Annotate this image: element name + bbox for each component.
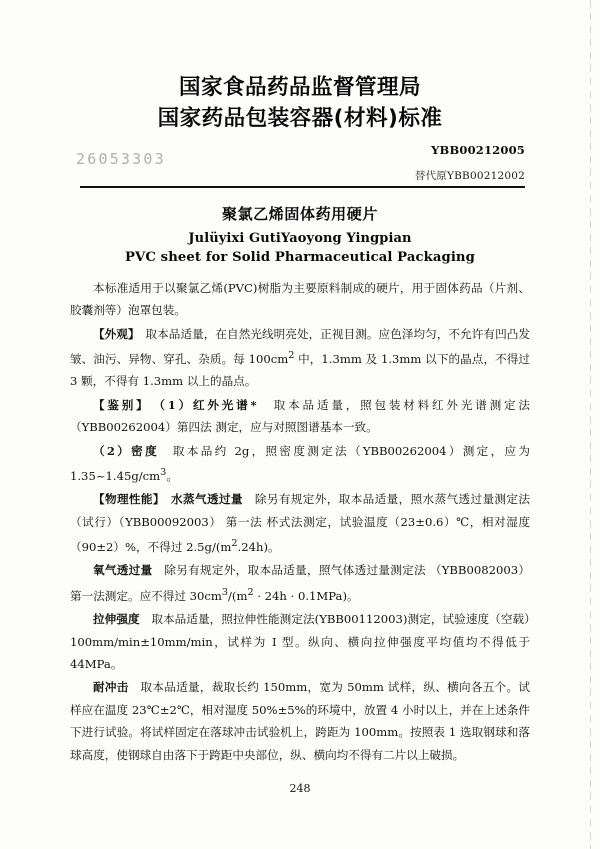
section-label-wvtr: 水蒸气透过量	[171, 492, 243, 507]
section-label-identification: 【鉴别】	[93, 397, 145, 412]
paragraph-water-vapor-transmission	[70, 488, 530, 558]
section-label-tensile: 拉伸强度	[93, 612, 140, 627]
standard-code-replaces: 替代原YBB00212002	[414, 170, 525, 182]
section-label-appearance: 【外观】	[93, 326, 134, 341]
stamp-number: 26053303	[76, 150, 166, 168]
header-divider	[80, 186, 525, 188]
title-english: PVC sheet for Solid Pharmaceutical Packaging	[125, 250, 475, 265]
section-label-otr: 氧气透过量	[93, 563, 153, 578]
masthead-line-authority: 国家食品药品监督管理局	[178, 75, 421, 100]
section-label-physical-properties: 【物理性能】	[93, 492, 160, 507]
masthead-line-standard: 国家药品包装容器(材料)标准	[157, 106, 443, 131]
paragraph-scope: 本标准适用于以聚氯乙烯(PVC)树脂为主要原料制成的硬片，用于固体药品（片剂、胶囊剂等）泡罩包装。	[70, 281, 530, 318]
standard-code-block	[415, 143, 525, 183]
paragraph-identification-density	[70, 440, 530, 488]
title-block	[0, 203, 600, 265]
section-label-impact: 耐冲击	[93, 680, 129, 695]
section-label-identification-item2: （2）密度	[93, 443, 159, 458]
title-pinyin: Julüyixi GutiYaoyong Yingpian	[188, 231, 412, 246]
page-number: 248	[289, 782, 311, 795]
document-body	[70, 277, 530, 766]
paragraph-appearance	[70, 323, 530, 393]
section-text-appearance: 取本品适量，在自然光线明亮处，正视目测。应色泽均匀，不允许有凹凸发皱、油污、异物、穿孔、杂质。每 $100cm^2$ 中，1.3mm 及 1.3mm 以下的晶点，不得过 3 颗，不得有 1.3mm 以上的晶点。	[70, 326, 530, 389]
section-text-identification-item1: 取本品适量，照包装材料红外光谱测定法（YBB00262004）第四法 测定，应与对照图谱基本一致。	[70, 397, 530, 435]
section-label-identification-item1: （1）红外光谱*	[159, 397, 257, 412]
page-title: 聚氯乙烯固体药用硬片	[221, 205, 378, 223]
section-text-impact: 取本品适量，裁取长约 150mm，宽为 50mm 试样，纵、横向各五个。试样应在温度 23℃±2℃，相对湿度 50%±5%的环境中，放置 4 小时以上，并在上述条件下进行试验。将试样固定在落球冲击试验机上，跨距为 100mm。按照表 1 选取钢球和落球高度，使钢球自由落下于跨距中央部位，纵、横向均不得有二片以上破损。	[70, 680, 530, 762]
standard-code: YBB00212005	[431, 143, 525, 157]
paragraph-tensile-strength	[70, 608, 530, 675]
paragraph-identification-infrared	[70, 394, 530, 439]
section-text-identification-item2: 取本品约 2g，照密度测定法（YBB00262004）测定，应为 $1.35\sim 1.45g/cm^3$。	[70, 443, 530, 483]
section-text-otr: 除另有规定外，取本品适量，照气体透过量测定法 （YBB0082003）第一法测定。应不得过 $30cm^3/(m^2 \cdot 24h \cdot 0.1MPa)$。	[70, 563, 530, 603]
section-text-wvtr: 除另有规定外，取本品适量，照水蒸气透过量测定法（试行）（YBB00092003） 第一法 杯式法测定，试验温度（23±0.6）℃，相对湿度（90±2）%，不得过 $2.5g/(m^2.24h)$。	[70, 492, 530, 555]
masthead	[0, 0, 600, 134]
section-text-tensile: 取本品适量，照拉伸性能测定法(YBB00112003)测定，试验速度（空载）100mm/min±10mm/min，试样为 I 型。纵向、横向拉伸强度平均值均不得低于 44MPa。	[70, 612, 530, 671]
paragraph-impact-resistance	[70, 676, 530, 766]
paragraph-oxygen-transmission	[70, 559, 530, 607]
